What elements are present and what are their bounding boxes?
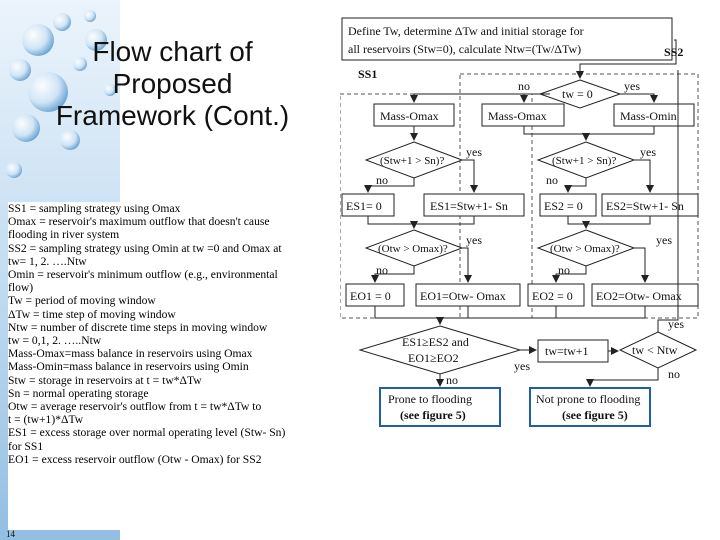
loop-yes-label: yes <box>668 317 684 331</box>
flowchart <box>340 14 710 434</box>
outflow-yes-ss2: yes <box>656 233 672 247</box>
eo1-zero-label: EO1 = 0 <box>350 289 391 303</box>
mass-omin-label: Mass-Omin <box>620 109 677 123</box>
legend-line: Tw = period of moving window <box>8 294 156 308</box>
title-line-3: Framework (Cont.) <box>55 100 290 131</box>
slide-title <box>20 36 325 132</box>
increment-label: tw=tw+1 <box>545 344 589 358</box>
eo1-calc-label: EO1=Otw- Omax <box>420 289 506 303</box>
title-line-2: Proposed <box>112 68 233 99</box>
legend-line: Mass-Omax=mass balance in reservoirs using Omax <box>8 347 253 361</box>
legend-line: ΔTw = time step of moving window <box>8 307 176 321</box>
tw0-label: tw = 0 <box>562 87 593 101</box>
legend-line: EO1 = excess reservoir outflow (Otw - Omax) for SS2 <box>8 452 262 466</box>
legend-line: SS1 = sampling strategy using Omax <box>8 202 181 215</box>
legend-line: t = (tw+1)*ΔTw <box>8 413 84 427</box>
compare-yes-label: yes <box>514 359 530 373</box>
outflow-check-label-ss2: (Otw > Omax)? <box>550 243 620 255</box>
legend-line: ES1 = excess storage over normal operating level (Stw- Sn) <box>8 426 286 440</box>
mass-omax-label-ss2: Mass-Omax <box>488 109 547 123</box>
es2-zero-label: ES2 = 0 <box>544 199 583 213</box>
outflow-check-label-ss1: (Otw > Omax)? <box>378 243 448 255</box>
not-prone-line-1: Not prone to flooding <box>536 392 641 406</box>
legend-line: flooding in river system <box>8 228 120 242</box>
eo2-zero-label: EO2 = 0 <box>532 289 573 303</box>
abbreviation-legend <box>8 202 333 530</box>
slide-number <box>4 526 34 540</box>
legend-line: Mass-Omin=mass balance in reservoirs using Omin <box>8 360 249 374</box>
start-line-1: Define Tw, determine ΔTw and initial storage for <box>348 24 584 38</box>
storage-no-ss2: no <box>546 173 558 187</box>
loop-check-label: tw < Ntw <box>632 343 678 357</box>
ss1-label: SS1 <box>358 67 378 81</box>
storage-check-label-ss1: (Stw+1 > Sn)? <box>380 155 445 167</box>
legend-line: Otw = average reservoir's outflow from t = tw*ΔTw to <box>8 400 262 414</box>
not-prone-line-2: (see figure 5) <box>562 408 628 422</box>
outflow-yes-ss1: yes <box>466 233 482 247</box>
legend-line: Sn = normal operating storage <box>8 386 149 400</box>
legend-line: Stw = storage in reservoirs at t = tw*ΔTw <box>8 373 202 387</box>
mass-omax-label-ss1: Mass-Omax <box>380 109 439 123</box>
legend-line: flow) <box>8 281 34 295</box>
es1-zero-label: ES1= 0 <box>346 199 382 213</box>
legend-line: Omax = reservoir's maximum outflow that doesn't cause <box>8 215 270 229</box>
start-line-2: all reservoirs (Stw=0), calculate Ntw=(Tw/ΔTw) <box>348 42 582 56</box>
legend-line: for SS1 <box>8 439 44 453</box>
outflow-no-ss2: no <box>558 263 570 277</box>
legend-line: SS2 = sampling strategy using Omin at tw =0 and Omax at <box>8 241 282 255</box>
compare-line-1: ES1≥ES2 and <box>402 335 469 349</box>
prone-line-1: Prone to flooding <box>388 392 472 406</box>
ss2-label: SS2 <box>664 45 684 59</box>
storage-no-ss1: no <box>376 173 388 187</box>
compare-line-2: EO1≥EO2 <box>408 351 459 365</box>
es2-calc-label: ES2=Stw+1- Sn <box>606 199 684 213</box>
prone-line-2: (see figure 5) <box>400 408 466 422</box>
title-line-1: Flow chart of <box>92 36 253 67</box>
slide-number-text: 14 <box>6 529 15 539</box>
tw0-yes-label: yes <box>624 79 640 93</box>
compare-no-label: no <box>446 373 458 387</box>
outflow-no-ss1: no <box>376 263 388 277</box>
legend-line: tw = 0,1, 2. …..Ntw <box>8 334 102 348</box>
storage-yes-ss2: yes <box>640 145 656 159</box>
eo2-calc-label: EO2=Otw- Omax <box>596 289 682 303</box>
legend-line: tw= 1, 2. ….Ntw <box>8 254 87 268</box>
tw0-no-label: no <box>518 79 530 93</box>
storage-yes-ss1: yes <box>466 145 482 159</box>
legend-line: Omin = reservoir's minimum outflow (e.g., environmental <box>8 268 278 282</box>
storage-check-label-ss2: (Stw+1 > Sn)? <box>552 155 617 167</box>
legend-line: Ntw = number of discrete time steps in moving window <box>8 320 268 334</box>
compare-diamond <box>360 326 520 374</box>
loop-no-label: no <box>668 367 680 381</box>
es1-calc-label: ES1=Stw+1- Sn <box>430 199 508 213</box>
